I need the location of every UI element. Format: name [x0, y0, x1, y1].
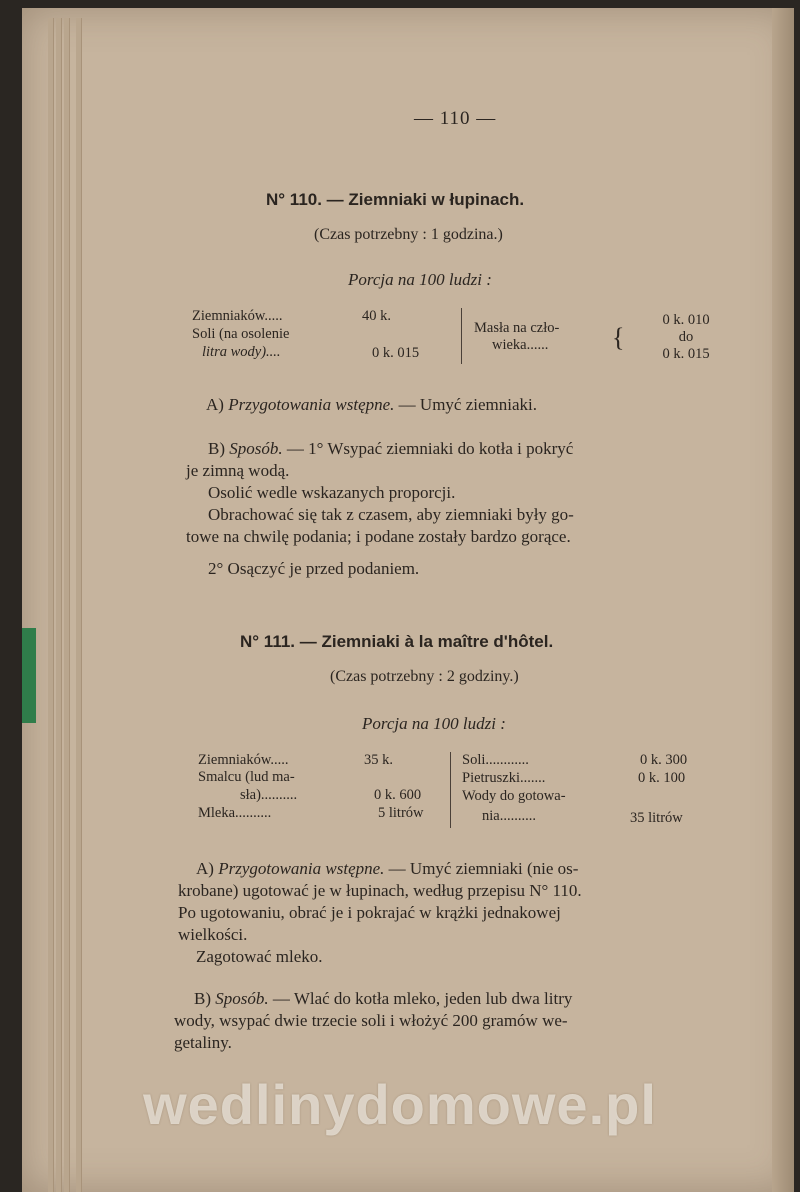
recipe-111-portion: Porcja na 100 ludzi : — [362, 714, 506, 733]
bookmark-tab — [22, 628, 36, 723]
ingredient-name: Soli (na osolenie — [192, 326, 290, 342]
ingredient-qty: 0 k. 015 — [372, 345, 420, 361]
paragraph-text: Zagotować mleko. — [196, 947, 323, 966]
paragraph-text: Obrachować się tak z czasem, aby ziemniaki były go- — [208, 505, 574, 524]
paragraph-text: getaliny. — [174, 1033, 232, 1052]
ingredient-name: Pietruszki....... — [462, 770, 546, 786]
ingredient-name: Ziemniaków..... — [192, 308, 283, 324]
ingredient-qty: 35 litrów — [630, 810, 683, 826]
paragraph-label: A) — [206, 395, 224, 414]
recipe-110-ingredients-right — [474, 320, 559, 354]
page-edge — [48, 18, 54, 1192]
recipe-110-preparation — [206, 394, 537, 416]
paragraph-heading: Przygotowania wstępne. — [218, 859, 385, 878]
ingredient-name: Smalcu (lud ma- — [198, 769, 295, 785]
ingredient-name: sła).......... — [240, 787, 298, 803]
paragraph-text: towe na chwilę podania; i podane zostały bardzo gorące. — [186, 527, 571, 546]
paragraph-text: — Wlać do kotła mleko, jeden lub dwa litry — [272, 989, 573, 1008]
ingredient-name: litra wody).... — [202, 344, 281, 360]
page-binding-edge — [772, 8, 794, 1192]
recipe-110-title: N° 110. — Ziemniaki w łupinach. — [266, 190, 525, 209]
recipe-110-portion: Porcja na 100 ludzi : — [348, 270, 492, 289]
paragraph-text: wody, wsypać dwie trzecie soli i włożyć 200 gramów we- — [174, 1011, 568, 1030]
paragraph-label: B) — [208, 439, 225, 458]
column-divider — [450, 752, 451, 828]
paragraph-text: 2° Osączyć je przed podaniem. — [208, 559, 420, 578]
page-edge — [56, 18, 62, 1192]
recipe-111-method — [174, 988, 734, 1054]
ingredient-qty: 0 k. 010 — [662, 312, 710, 328]
paragraph-text: Po ugotowaniu, obrać je i pokrajać w krążki jednakowej — [178, 903, 561, 922]
paragraph-label: A) — [196, 859, 214, 878]
ingredient-qty: 0 k. 015 — [662, 346, 710, 362]
ingredient-qty: 0 k. 300 — [640, 752, 688, 768]
recipe-111-time: (Czas potrzebny : 2 godziny.) — [330, 668, 519, 685]
curly-brace: { — [612, 323, 625, 352]
page-number: — 110 — — [414, 108, 497, 129]
recipe-110-butter-qty — [646, 312, 726, 363]
ingredient-qty: 35 k. — [364, 752, 393, 768]
ingredient-name: Masła na czło- — [474, 320, 560, 336]
paragraph-heading: Sposób. — [215, 989, 269, 1008]
paragraph-text: — Umyć ziemniaki. — [398, 395, 537, 414]
ingredient-qty: 0 k. 100 — [638, 770, 686, 786]
book-page — [22, 8, 794, 1192]
paragraph-label: B) — [194, 989, 211, 1008]
watermark: wedlinydomowe.pl — [143, 1073, 657, 1136]
ingredient-qty: 0 k. 600 — [374, 787, 422, 803]
recipe-111-preparation — [178, 858, 734, 968]
ingredient-name: Wody do gotowa- — [462, 788, 566, 804]
column-divider — [461, 308, 462, 364]
page-edge — [76, 18, 82, 1192]
paragraph-text: — 1° Wsypać ziemniaki do kotła i pokryć — [286, 439, 574, 458]
ingredient-name: wieka...... — [492, 337, 549, 353]
page-edge — [64, 18, 70, 1192]
ingredient-qty: do — [678, 329, 694, 345]
paragraph-text: — Umyć ziemniaki (nie os- — [388, 859, 579, 878]
ingredient-name: Soli............ — [462, 752, 529, 768]
paragraph-heading: Przygotowania wstępne. — [228, 395, 395, 414]
paragraph-heading: Sposób. — [229, 439, 283, 458]
paragraph-text: krobane) ugotować je w łupinach, według przepisu N° 110. — [178, 881, 582, 900]
paragraph-text: je zimną wodą. — [186, 461, 290, 480]
recipe-110-method — [186, 438, 734, 580]
ingredient-name: Mleka.......... — [198, 805, 272, 821]
ingredient-qty: 40 k. — [362, 308, 391, 324]
ingredient-qty: 5 litrów — [378, 805, 424, 821]
ingredient-name: Ziemniaków..... — [198, 752, 289, 768]
recipe-111-title: N° 111. — Ziemniaki à la maître d'hôtel. — [240, 632, 554, 651]
recipe-110-time: (Czas potrzebny : 1 godzina.) — [314, 226, 503, 243]
paragraph-text: wielkości. — [178, 925, 248, 944]
ingredient-name: nia.......... — [482, 808, 536, 824]
paragraph-text: Osolić wedle wskazanych proporcji. — [208, 483, 456, 502]
